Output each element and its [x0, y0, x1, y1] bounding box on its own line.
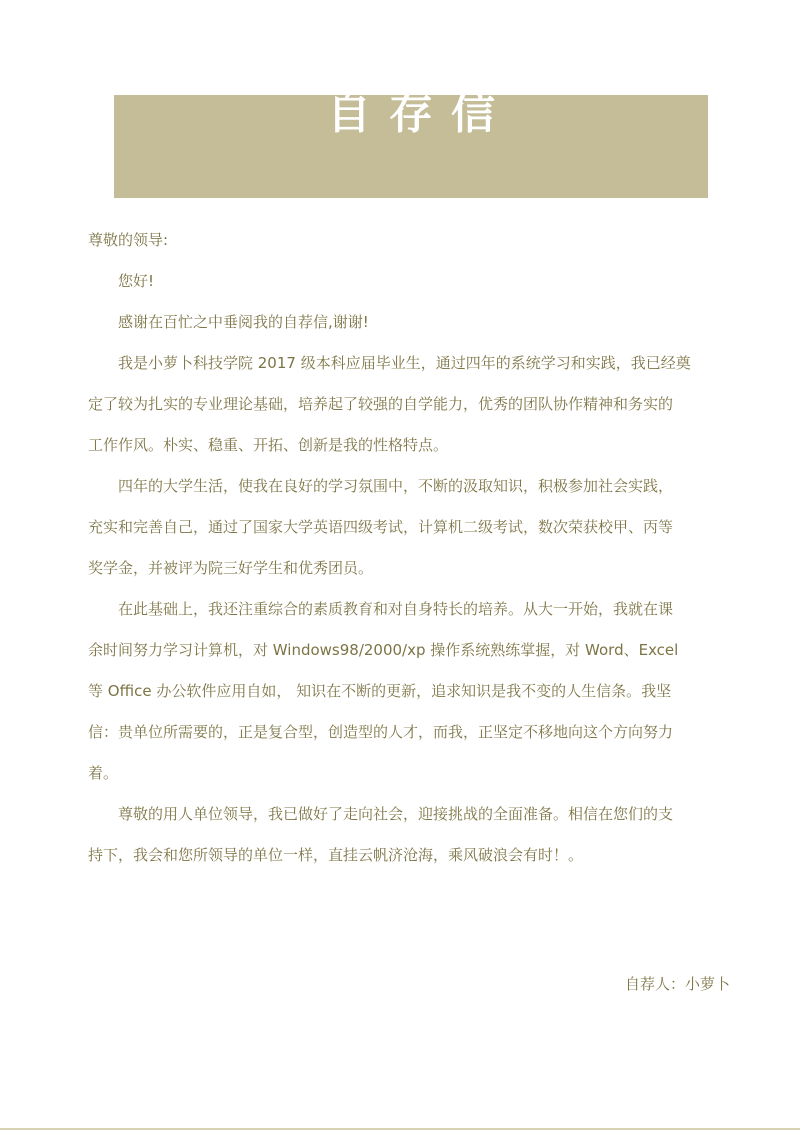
paragraph-line: 余时间努力学习计算机，对 Windows98/2000/xp 操作系统熟练掌握，对 Word、Excel — [88, 641, 679, 659]
title-banner — [114, 88, 708, 198]
signature: 自荐人：小萝卜 — [624, 975, 730, 993]
bottom-divider — [0, 1128, 800, 1130]
letter-body — [88, 220, 728, 876]
paragraph-line: 我是小萝卜科技学院 2017 级本科应届毕业生，通过四年的系统学习和实践，我已经奠 — [118, 354, 691, 372]
paragraph-line: 持下，我会和您所领导的单位一样，直挂云帆济沧海，乘风破浪会有时！。 — [88, 846, 584, 864]
paragraph-line: 在此基础上，我还注重综合的素质教育和对自身特长的培养。从大一开始，我就在课 — [118, 600, 674, 618]
paragraph-line: 工作作风。朴实、稳重、开拓、创新是我的性格特点。 — [88, 436, 449, 454]
paragraph-line: 充实和完善自己，通过了国家大学英语四级考试，计算机二级考试，数次荣获校甲、丙等 — [88, 518, 674, 536]
paragraph-line: 奖学金，并被评为院三好学生和优秀团员。 — [88, 559, 374, 577]
paragraph-line: 等 Office 办公软件应用自如， 知识在不断的更新，追求知识是我不变的人生信条。我坚 — [88, 682, 672, 700]
salutation: 尊敬的领导: — [88, 231, 169, 249]
paragraph-line: 尊敬的用人单位领导，我已做好了走向社会，迎接挑战的全面准备。相信在您们的支 — [118, 805, 674, 823]
document-title: 自存信 — [327, 88, 513, 139]
paragraph-line: 信：贵单位所需要的，正是复合型，创造型的人才，而我，正坚定不移地向这个方向努力 — [88, 723, 674, 741]
paragraph-line: 四年的大学生活，使我在良好的学习氛围中，不断的汲取知识，积极参加社会实践， — [118, 477, 674, 495]
paragraph-line: 您好! — [118, 272, 155, 290]
paragraph-line: 着。 — [88, 764, 119, 782]
paragraph-line: 感谢在百忙之中垂阅我的自荐信,谢谢! — [118, 313, 369, 331]
paragraph-line: 定了较为扎实的专业理论基础，培养起了较强的自学能力，优秀的团队协作精神和务实的 — [88, 395, 674, 413]
